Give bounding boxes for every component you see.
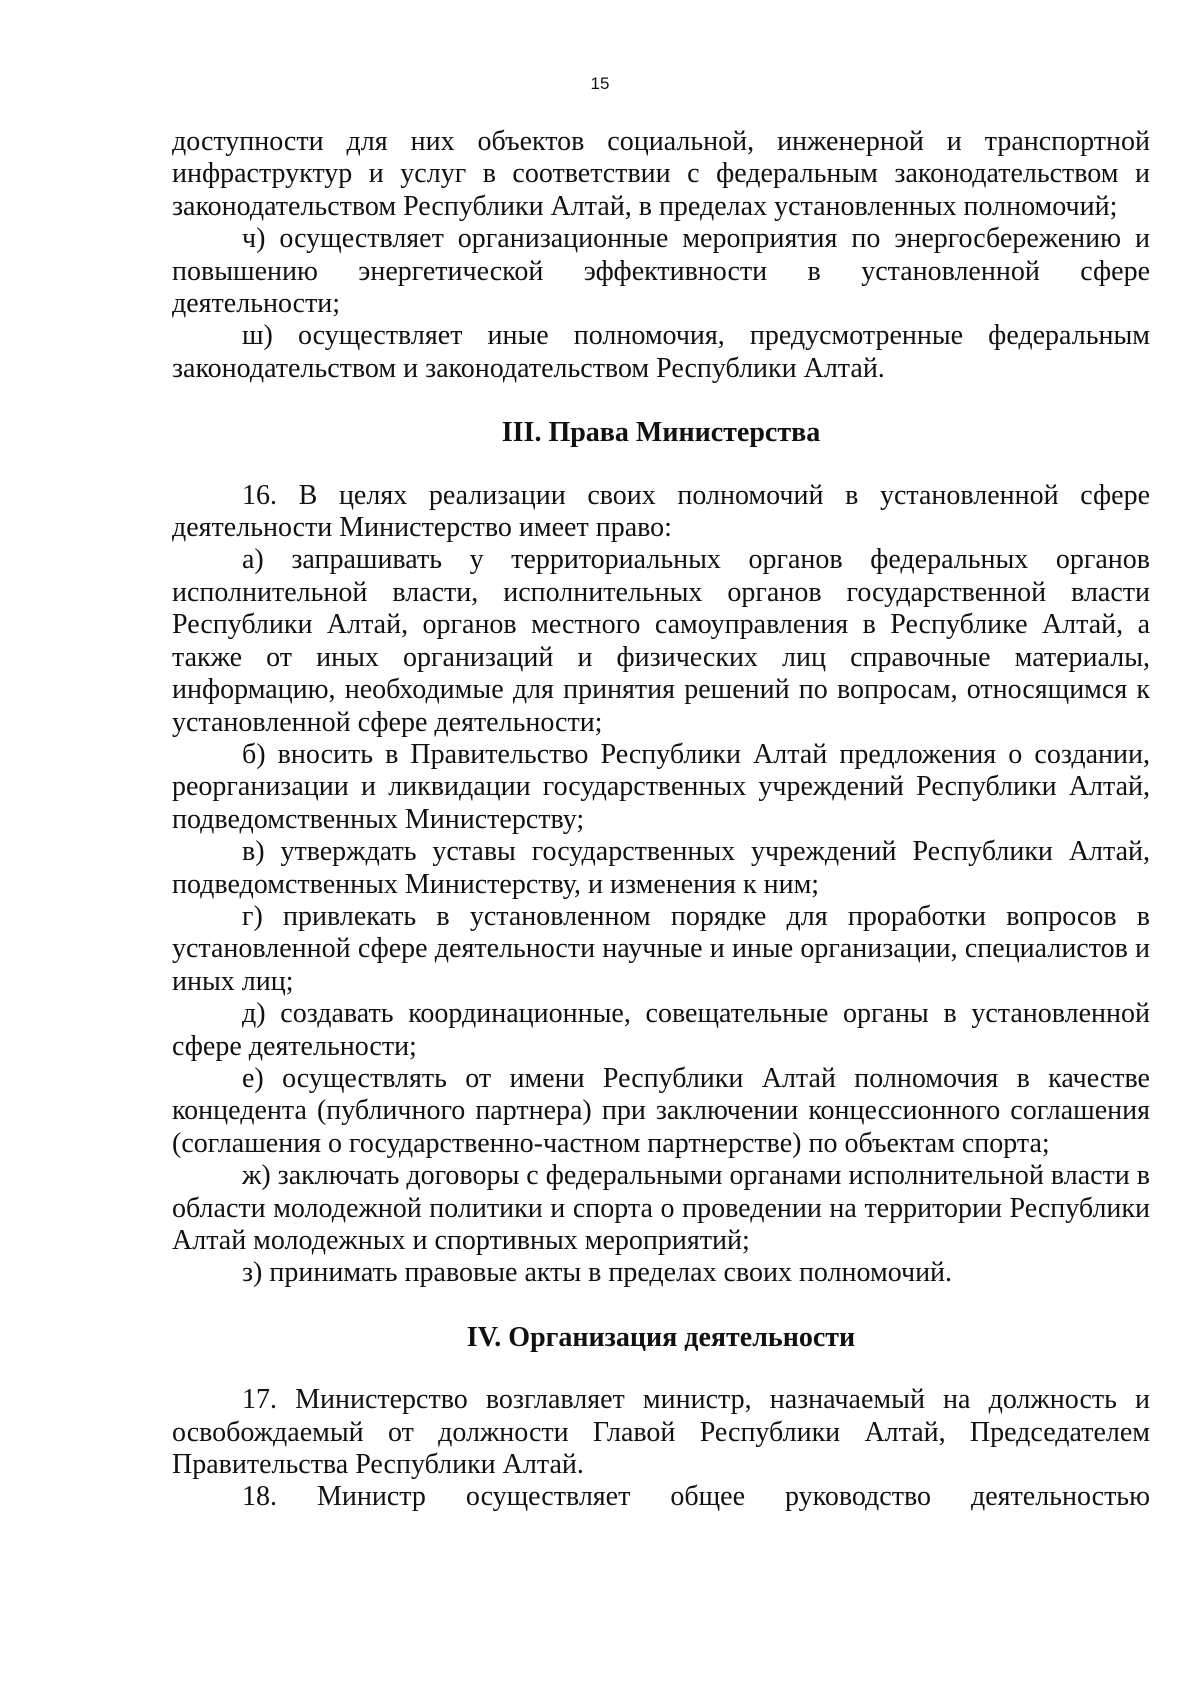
paragraph-item-v: в) утверждать уставы государственных учреждений Республики Алтай, подведомственных Министерству, и изменения к ним; (172, 836, 1150, 900)
paragraph-item-e: е) осуществлять от имени Республики Алтай полномочия в качестве концедента (публичного партнера) при заключении концессионного соглашения (соглашения о государственно-частном партнерстве) по объектам спорта; (172, 1062, 1150, 1159)
paragraph-item-ch: ч) осуществляет организационные мероприятия по энергосбережению и повышению энергетической эффективности в установленной сфере деятельности; (172, 223, 1150, 320)
paragraph-item-z: з) принимать правовые акты в пределах своих полномочий. (242, 1257, 953, 1289)
document-body (172, 126, 1150, 1514)
paragraph-16: 16. В целях реализации своих полномочий в установленной сфере деятельности Министерство имеет право: (172, 479, 1150, 544)
paragraph-accessibility-continuation: доступности для них объектов социальной, инженерной и транспортной инфраструктур и услуг в соответствии с федеральным законодательством и законодательством Республики Алтай, в пределах установленных полномочий; (172, 126, 1150, 222)
paragraph-17: 17. Министерство возглавляет министр, назначаемый на должность и освобождаемый от должности Главой Республики Алтай, Председателем Правительства Республики Алтай. (172, 1384, 1150, 1481)
paragraph-item-g: г) привлекать в установленном порядке для проработки вопросов в установленной сфере деятельности научные и иные организации, специалистов и иных лиц; (172, 900, 1150, 997)
paragraph-item-sh: ш) осуществляет иные полномочия, предусмотренные федеральным законодательством и законодательством Республики Алтай. (172, 320, 1150, 384)
paragraph-item-a: а) запрашивать у территориальных органов федеральных органов исполнительной власти, исполнительных органов государственной власти Республики Алтай, органов местного самоуправления в Республике Алтай, а также от иных организаций и физических лиц справочные материалы, информацию, необходимые для принятия решений по вопросам, относящимся к установленной сфере деятельности; (172, 544, 1150, 738)
paragraph-item-b: б) вносить в Правительство Республики Алтай предложения о создании, реорганизации и ликвидации государственных учреждений Республики Алтай, подведомственных Министерству; (172, 738, 1150, 835)
paragraph-18: 18. Министр осуществляет общее руководство деятельностью (242, 1481, 1150, 1513)
section-heading-organization: IV. Организация деятельности (466, 1321, 856, 1353)
section-heading-rights: III. Права Министерства (501, 417, 821, 449)
paragraph-item-d: д) создавать координационные, совещательные органы в установленной сфере деятельности; (172, 998, 1150, 1062)
paragraph-item-zh: ж) заключать договоры с федеральными органами исполнительной власти в области молодежной политики и спорта о проведении на территории Республики Алтай молодежных и спортивных мероприятий; (172, 1160, 1150, 1256)
page-number: 15 (590, 74, 610, 93)
